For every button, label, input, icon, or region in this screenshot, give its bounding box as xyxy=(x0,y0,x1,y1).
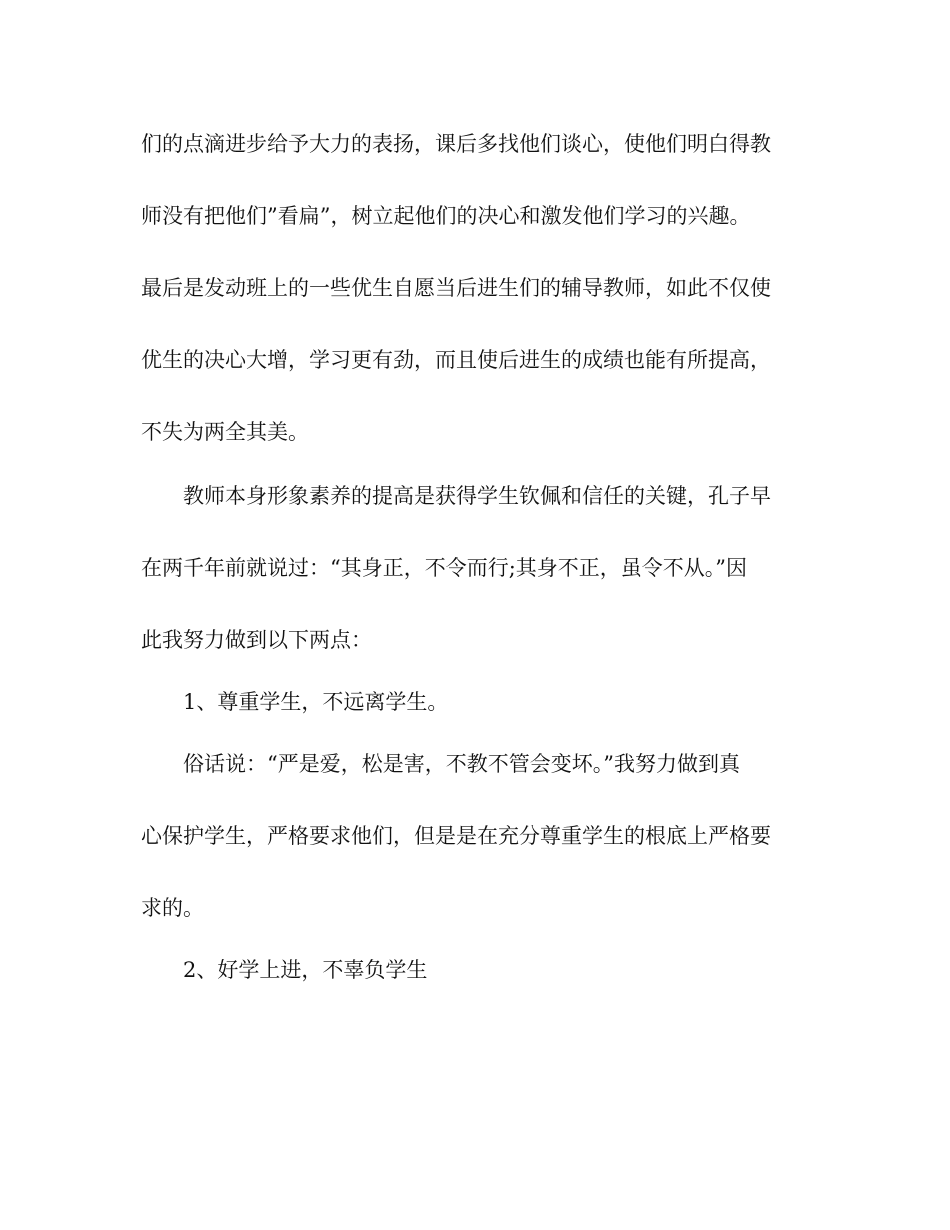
text-line: 心保护学生，严格要求他们，但是是在充分尊重学生的根底上严格要 xyxy=(141,824,771,848)
list-item: 1、尊重学生，不远离学生。 xyxy=(183,690,449,714)
text-line: 此我努力做到以下两点： xyxy=(141,628,372,652)
text-line: 俗话说：“严是爱，松是害，不教不管会变坏。”我努力做到真 xyxy=(183,752,740,776)
text-line: 求的。 xyxy=(141,896,204,920)
text-line: 们的点滴进步给予大力的表扬，课后多找他们谈心，使他们明白得教 xyxy=(141,132,771,156)
text-line: 教师本身形象素养的提高是获得学生钦佩和信任的关键，孔子早 xyxy=(183,484,771,508)
list-item: 2、好学上进，不辜负学生 xyxy=(183,958,428,982)
text-line: 师没有把他们”看扁”，树立起他们的决心和激发他们学习的兴趣。 xyxy=(141,204,751,228)
text-line: 优生的决心大增，学习更有劲，而且使后进生的成绩也能有所提高， xyxy=(141,348,771,372)
text-line: 最后是发动班上的一些优生自愿当后进生们的辅导教师，如此不仅使 xyxy=(141,276,771,300)
text-line: 在两千年前就说过：“其身正，不令而行;其身不正，虽令不从。”因 xyxy=(141,556,748,580)
text-line: 不失为两全其美。 xyxy=(141,420,309,444)
